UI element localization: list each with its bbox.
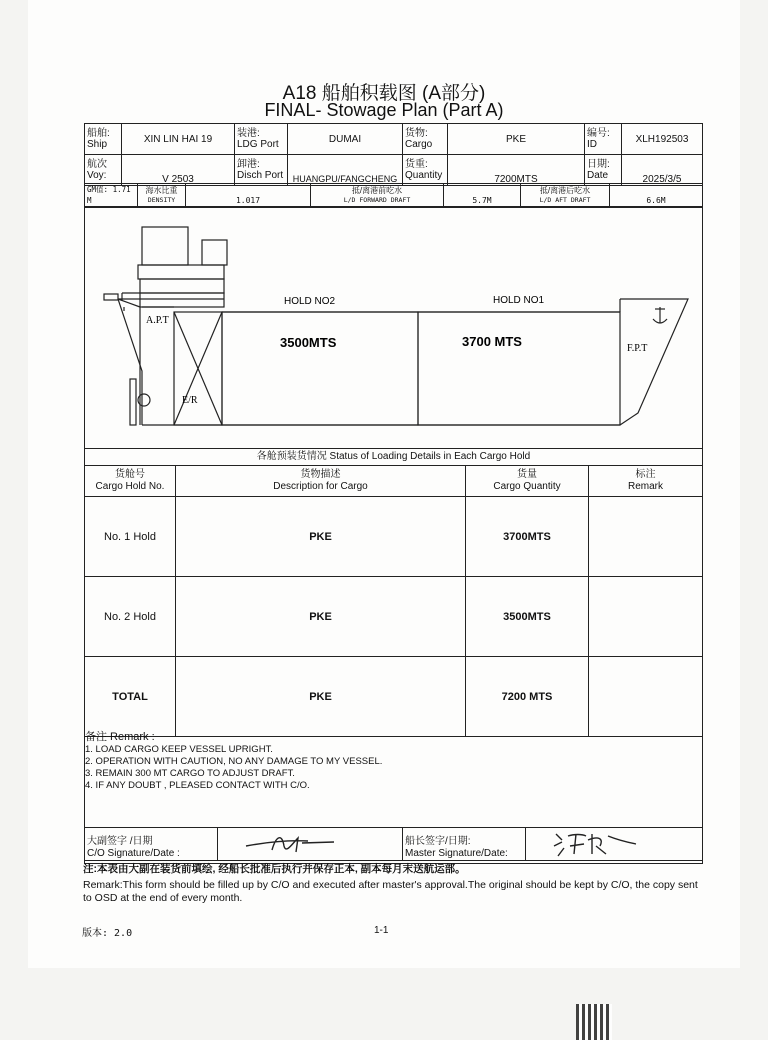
master-signature-label-en: Master Signature/Date: bbox=[405, 848, 508, 859]
quantity-value: 7200MTS bbox=[448, 155, 585, 186]
ldg-label-en: LDG Port bbox=[237, 139, 279, 150]
remark-cell bbox=[589, 497, 703, 577]
aft-draft-value: 6.6M bbox=[610, 184, 703, 207]
cargo-label-en: Cargo bbox=[405, 139, 433, 150]
page-number: 1-1 bbox=[374, 925, 389, 936]
co-signature-area bbox=[218, 828, 403, 861]
col-desc-en: Description for Cargo bbox=[273, 481, 368, 492]
table-row bbox=[85, 497, 703, 577]
date-value: 2025/3/5 bbox=[622, 155, 703, 186]
header-table bbox=[84, 123, 703, 186]
cargo-value: PKE bbox=[448, 124, 585, 155]
ldg-port-value: DUMAI bbox=[288, 124, 403, 155]
desc-cell: PKE bbox=[176, 497, 466, 577]
apt-label: A.P.T bbox=[146, 315, 169, 326]
ship-value: XIN LIN HAI 19 bbox=[122, 124, 235, 155]
version-label: 版本: 2.0 bbox=[82, 928, 133, 939]
co-handwritten-signature bbox=[238, 830, 358, 858]
fpt-label: F.P.T bbox=[627, 343, 648, 354]
ship-label-cn: 船舶: bbox=[87, 128, 110, 139]
gm-value: 1.71 M bbox=[87, 185, 131, 205]
col-remark-cn: 标注 bbox=[635, 469, 656, 480]
voy-label-en: Voy: bbox=[87, 170, 107, 181]
cargo-label-cn: 货物: bbox=[405, 128, 428, 139]
remark-item: 4. IF ANY DOUBT , PLEASED CONTACT WITH C/O. bbox=[85, 780, 310, 791]
hold-cell: TOTAL bbox=[85, 657, 176, 737]
mast-shape bbox=[202, 240, 227, 265]
fwd-draft-label-cn: 抵/离港前吃水 bbox=[351, 185, 403, 195]
footer-note-cn: 注:本表由大副在装货前填绘, 经船长批准后执行并保存正本, 副本每月末送航运部。 bbox=[83, 863, 466, 875]
funnel-shape bbox=[142, 227, 188, 265]
density-value: 1.017 bbox=[186, 184, 311, 207]
disch-label-cn: 卸港: bbox=[237, 159, 260, 170]
qty-cell: 3700MTS bbox=[466, 497, 589, 577]
date-label-en: Date bbox=[587, 170, 609, 181]
hold2-label: HOLD NO2 bbox=[284, 296, 336, 307]
hold1-label: HOLD NO1 bbox=[493, 295, 545, 306]
hold-cell: No. 2 Hold bbox=[85, 577, 176, 657]
table-row bbox=[85, 577, 703, 657]
col-desc-cn: 货物描述 bbox=[300, 469, 341, 480]
aft-draft-label-cn: 抵/离港后吃水 bbox=[539, 185, 591, 195]
col-qty-en: Cargo Quantity bbox=[493, 481, 561, 492]
hold1-quantity: 3700 MTS bbox=[462, 334, 522, 349]
density-label-cn: 海水比重 bbox=[145, 185, 178, 195]
disch-label-en: Disch Port bbox=[237, 170, 284, 181]
fwd-draft-label-en: L/D FORWARD DRAFT bbox=[343, 195, 411, 204]
hold2-quantity: 3500MTS bbox=[280, 335, 337, 350]
master-signature-area bbox=[526, 828, 703, 861]
id-label-cn: 编号: bbox=[587, 128, 610, 139]
status-table bbox=[84, 465, 703, 737]
voy-value: V 2503 bbox=[122, 155, 235, 186]
id-label-en: ID bbox=[587, 139, 597, 150]
qr-code-icon bbox=[576, 1004, 612, 1040]
date-label-cn: 日期: bbox=[587, 159, 610, 170]
hold-cell: No. 1 Hold bbox=[85, 497, 176, 577]
col-remark-en: Remark bbox=[627, 481, 663, 492]
qty-cell: 3500MTS bbox=[466, 577, 589, 657]
title-chinese: A18 船舶积载图 (A部分) bbox=[282, 83, 486, 104]
desc-cell: PKE bbox=[176, 657, 466, 737]
density-label-en: DENSITY bbox=[147, 195, 176, 204]
remark-item: 1. LOAD CARGO KEEP VESSEL UPRIGHT. bbox=[85, 744, 273, 755]
aft-draft-label-en: L/D AFT DRAFT bbox=[539, 195, 591, 204]
ship-label-en: Ship bbox=[87, 139, 108, 150]
qty-label-en: Quantity bbox=[405, 170, 443, 181]
remark-item: 3. REMAIN 300 MT CARGO TO ADJUST DRAFT. bbox=[85, 768, 295, 779]
ship-profile-diagram bbox=[84, 207, 703, 447]
remark-cell bbox=[589, 657, 703, 737]
remarks-block bbox=[85, 731, 382, 792]
table-row-total bbox=[85, 657, 703, 737]
col-hold-en: Cargo Hold No. bbox=[95, 481, 165, 492]
remarks-title: 备注 Remark : bbox=[85, 731, 155, 743]
qty-label-cn: 货重: bbox=[405, 159, 428, 170]
title-english: FINAL- Stowage Plan (Part A) bbox=[264, 100, 504, 120]
col-hold-cn: 货舱号 bbox=[115, 469, 145, 480]
status-title: 各舱预装货情况 Status of Loading Details in Each Cargo Hold bbox=[84, 448, 703, 466]
master-handwritten-signature bbox=[548, 828, 648, 858]
id-value: XLH192503 bbox=[622, 124, 703, 155]
remark-item: 2. OPERATION WITH CAUTION, NO ANY DAMAGE TO MY VESSEL. bbox=[85, 756, 383, 767]
footer-note-en: Remark:This form should be filled up by C/O and executed after master's approval.The original should be kept by C/O, the copy sent to OSD at the end of every month. bbox=[83, 879, 698, 904]
master-signature-label-cn: 船长签字/日期: bbox=[405, 836, 471, 847]
gm-label: GM值: bbox=[87, 185, 109, 194]
remark-cell bbox=[589, 577, 703, 657]
disch-port-value: HUANGPU/FANGCHENG bbox=[288, 155, 403, 186]
co-signature-label-cn: 大副签字 /日期 bbox=[87, 836, 153, 847]
co-signature-label-en: C/O Signature/Date : bbox=[87, 848, 180, 859]
voy-label-cn: 航次 bbox=[87, 159, 107, 170]
col-qty-cn: 货量 bbox=[517, 469, 537, 480]
fwd-draft-value: 5.7M bbox=[444, 184, 521, 207]
draft-table bbox=[84, 183, 703, 207]
er-label: E/R bbox=[182, 395, 198, 406]
desc-cell: PKE bbox=[176, 577, 466, 657]
qty-cell: 7200 MTS bbox=[466, 657, 589, 737]
signature-table bbox=[84, 827, 703, 861]
ldg-label-cn: 装港: bbox=[237, 128, 260, 139]
